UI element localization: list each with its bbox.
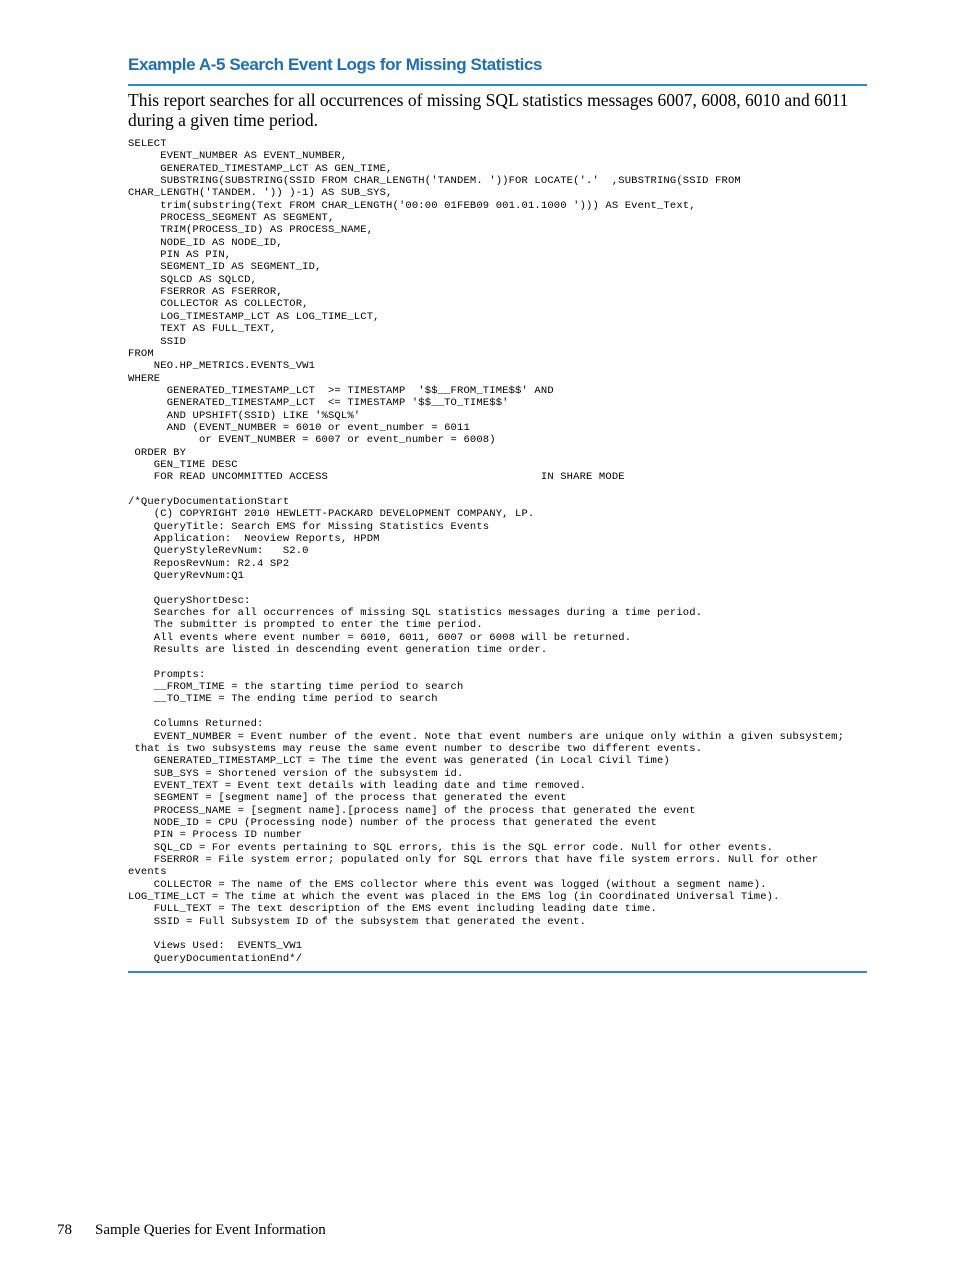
- top-rule: [128, 84, 867, 86]
- footer-section-title: Sample Queries for Event Information: [95, 1222, 326, 1238]
- example-title: Example A-5 Search Event Logs for Missing Statistics: [128, 55, 543, 74]
- intro-paragraph: This report searches for all occurrences of missing SQL statistics messages 6007, 6008, 6010 and 6011 during a given time period.: [128, 90, 849, 130]
- bottom-rule: [128, 971, 867, 973]
- sql-code-listing: SELECT EVENT_NUMBER AS EVENT_NUMBER, GENERATED_TIMESTAMP_LCT AS GEN_TIME, SUBSTRING(SUBSTRING(SSID FROM CHAR_LENGTH('TANDEM. '))FOR LOCATE('.' ,SUBSTRING(SSID FROM CHAR_LENGTH('TANDEM. ')) )-1) AS SUB_SYS, trim(substring(Text FROM CHAR_LENGTH('00:00 01FEB09 001.01.1000 '))) AS Event_Text, PROCESS_SEGMENT AS SEGMENT, TRIM(PROCESS_ID) AS PROCESS_NAME, NODE_ID AS NODE_ID, PIN AS PIN, SEGMENT_ID AS SEGMENT_ID, SQLCD AS SQLCD, FSERROR AS FSERROR, COLLECTOR AS COLLECTOR, LOG_TIMESTAMP_LCT AS LOG_TIME_LCT, TEXT AS FULL_TEXT, SSID FROM NEO.HP_METRICS.EVENTS_VW1 WHERE GENERATED_TIMESTAMP_LCT >= TIMESTAMP '$$__FROM_TIME$$' AND GENERATED_TIMESTAMP_LCT <= TIMESTAMP '$$__TO_TIME$$' AND UPSHIFT(SSID) LIKE '%SQL%' AND (EVENT_NUMBER = 6010 or event_number = 6011 or EVENT_NUMBER = 6007 or event_number = 6008) ORDER BY GEN_TIME DESC FOR READ UNCOMMITTED ACCESS IN SHARE MODE /*QueryDocumentationStart (C) COPYRIGHT 2010 HEWLETT-PACKARD DEVELOPMENT COMPANY, LP. QueryTitle: Search EMS for Missing Statistics Events Application: Neoview Reports, HPDM QueryStyleRevNum: S2.0 ReposRevNum: R2.4 SP2 QueryRevNum:Q1 QueryShortDesc: Searches for all occurrences of missing SQL statistics messages during a time period. The submitter is prompted to enter the time period. All events where event number = 6010, 6011, 6007 or 6008 will be returned. Results are listed in descending event generation time order. Prompts: __FROM_TIME = the starting time period to search __TO_TIME = The ending time period to search Columns Returned: EVENT_NUMBER = Event number of the event. Note that event numbers are unique only within a given subsystem; that is two subsystems may reuse the same event number to describe two different events. GENERATED_TIMESTAMP_LCT = The time the event was generated (in Local Civil Time) SUB_SYS = Shortened version of the subsystem id. EVENT_TEXT = Event text details with leading date and time removed. SEGMENT = [segment name] of the process that generated the event PROCESS_NAME = [segment name].[process name] of the process that generated the event NODE_ID = CPU (Processing node) number of the process that generated the event PIN = Process ID number SQL_CD = For events pertaining to SQL errors, this is the SQL error code. Null for other events. FSERROR = File system error; populated only for SQL errors that have file system errors. Null for other events COLLECTOR = The name of the EMS collector where this event was logged (without a segment name). LOG_TIME_LCT = The time at which the event was placed in the EMS log (in Coordinated Universal Time). FULL_TEXT = The text description of the EMS event including leading date time. SSID = Full Subsystem ID of the subsystem that generated the event. Views Used: EVENTS_VW1 QueryDocumentationEnd*/: [128, 138, 845, 965]
- page-footer: [57, 1222, 326, 1239]
- page-number: 78: [57, 1222, 72, 1238]
